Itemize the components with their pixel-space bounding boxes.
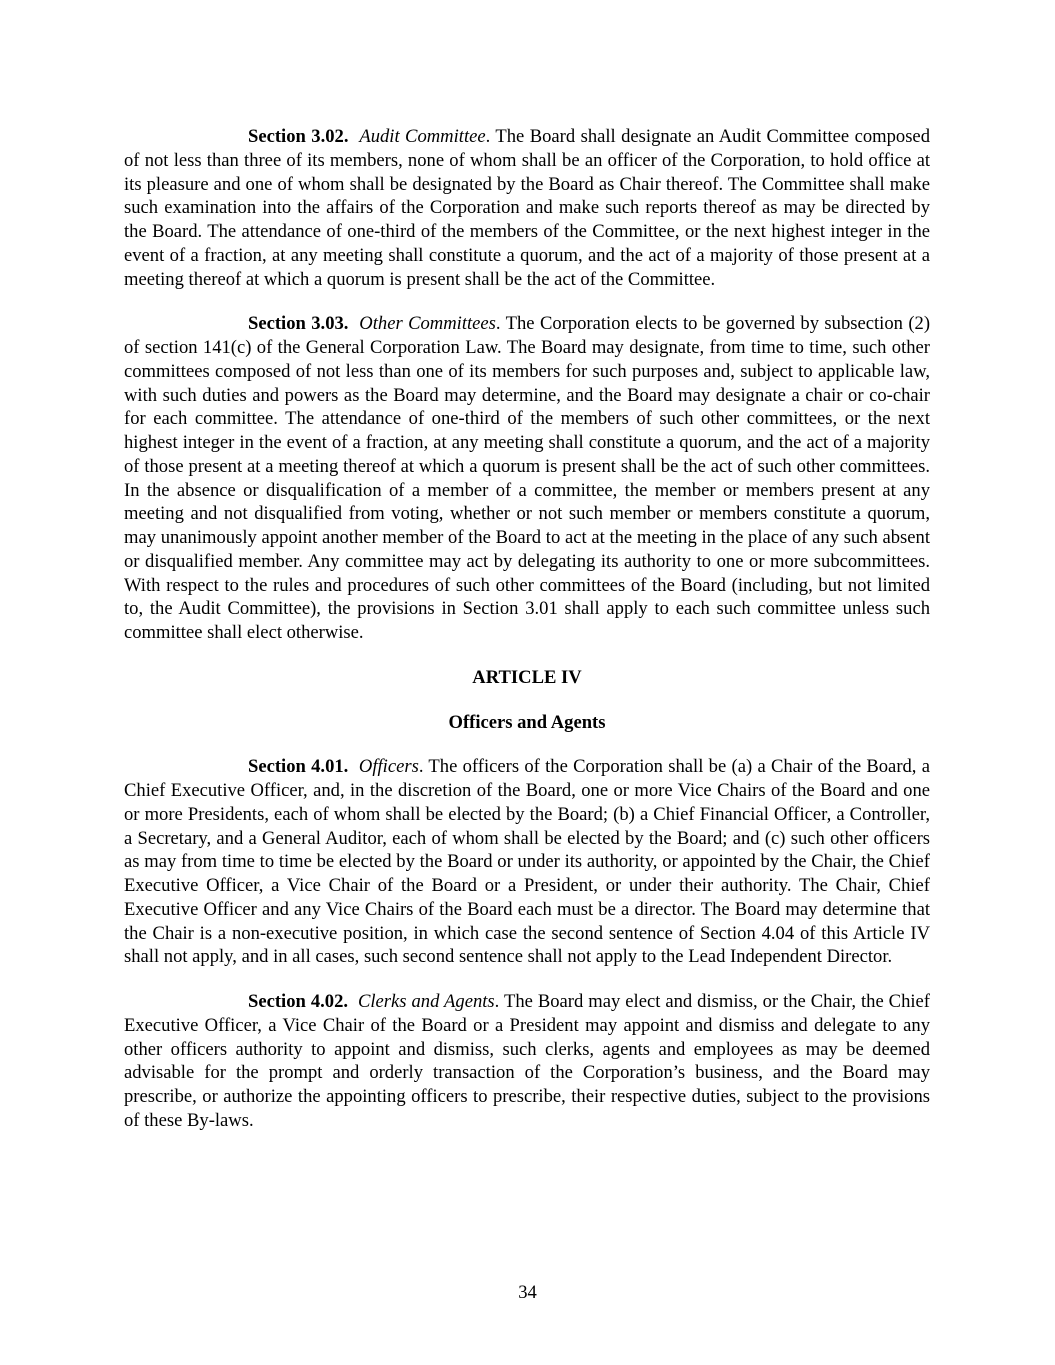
- section-number: Section 3.03.: [248, 313, 349, 335]
- document-page: [124, 125, 930, 1154]
- section-title: Officers: [358, 756, 419, 778]
- section-text: . The officers of the Corporation shall be (a) a Chair of the Board, a Chief Executive Officer, and, in the discretion of the Board, one or more Vice Chairs of the Board and one or more Presidents, each of whom shall be elected by the Board; (b) a Chief Financial Officer, a Controller, a Secretary, and a General Auditor, each of whom shall be elected by the Board; and (c) such other officers as may from time to time be elected by the Board or under its authority, or appointed by the Chair, the Chief Executive Officer, a Vice Chair of the Board or a President, or under their authority. The Chair, Chief Executive Officer and any Vice Chairs of the Board each must be a director. The Board may determine that the Chair is a non-executive position, in which case the second sentence of Section 4.04 of this Article IV shall not apply, and in all cases, such second sentence shall not apply to the Lead Independent Director.: [124, 756, 930, 968]
- article-heading: ARTICLE IV: [472, 666, 582, 688]
- section-3-03: [124, 312, 930, 645]
- section-3-02: [124, 125, 930, 291]
- section-title: Clerks and Agents: [357, 991, 495, 1012]
- section-number: Section 3.02.: [248, 126, 349, 147]
- section-text: . The Corporation elects to be governed by subsection (2) of section 141(c) of the General Corporation Law. The Board may designate, from time to time, such other committees composed of not less than one of its members for such purposes and, subject to applicable law, with such duties and powers as the Board may determine, and the Board may designate a chair or co-chair for each committee. The attendance of one-third of the members of such other committees, or the next highest integer in the event of a fraction, at any meeting shall constitute a quorum, and the act of a majority of those present at a meeting thereof at which a quorum is present shall be the act of such other committees. In the absence or disqualification of a member of a committee, the member or members present at any meeting and not disqualified from voting, whether or not such member or members constitute a quorum, may unanimously appoint another member of the Board to act at the meeting in the place of any such absent or disqualified member. Any committee may act by delegating its authority to one or more subcommittees. With respect to the rules and procedures of such other committees of the Board (including, but not limited to, the Audit Committee), the provisions in Section 3.01 shall apply to each such committee unless such committee shall elect otherwise.: [124, 313, 931, 643]
- section-title: Other Committees: [359, 313, 496, 335]
- page-number: 34: [518, 1282, 537, 1303]
- section-title: Audit Committee: [359, 126, 486, 147]
- section-4-02: [124, 990, 930, 1133]
- section-number: Section 4.01.: [248, 756, 349, 778]
- section-text: . The Board shall designate an Audit Committee composed of not less than three of its members, none of whom shall be an officer of the Corporation, to hold office at its pleasure and one of whom shall be designated by the Board as Chair thereof. The Committee shall make such examination into the affairs of the Corporation and make such reports thereof as may be directed by the Board. The attendance of one-third of the members of the Committee, or the next highest integer in the event of a fraction, at any meeting shall constitute a quorum, and the act of a majority of those present at a meeting thereof at which a quorum is present shall be the act of the Committee.: [124, 126, 930, 290]
- section-number: Section 4.02.: [248, 991, 349, 1012]
- section-text: . The Board may elect and dismiss, or the Chair, the Chief Executive Officer, a Vice Chair of the Board or a President may appoint and dismiss and delegate to any other officers authority to appoint and dismiss, such clerks, agents and employees as may be deemed advisable for the prompt and orderly transaction of the Corporation’s business, and the Board may prescribe, or authorize the appointing officers to prescribe, their respective duties, subject to the provisions of these By-laws.: [124, 991, 930, 1131]
- section-4-01: [124, 755, 930, 969]
- article-subheading: Officers and Agents: [448, 711, 606, 733]
